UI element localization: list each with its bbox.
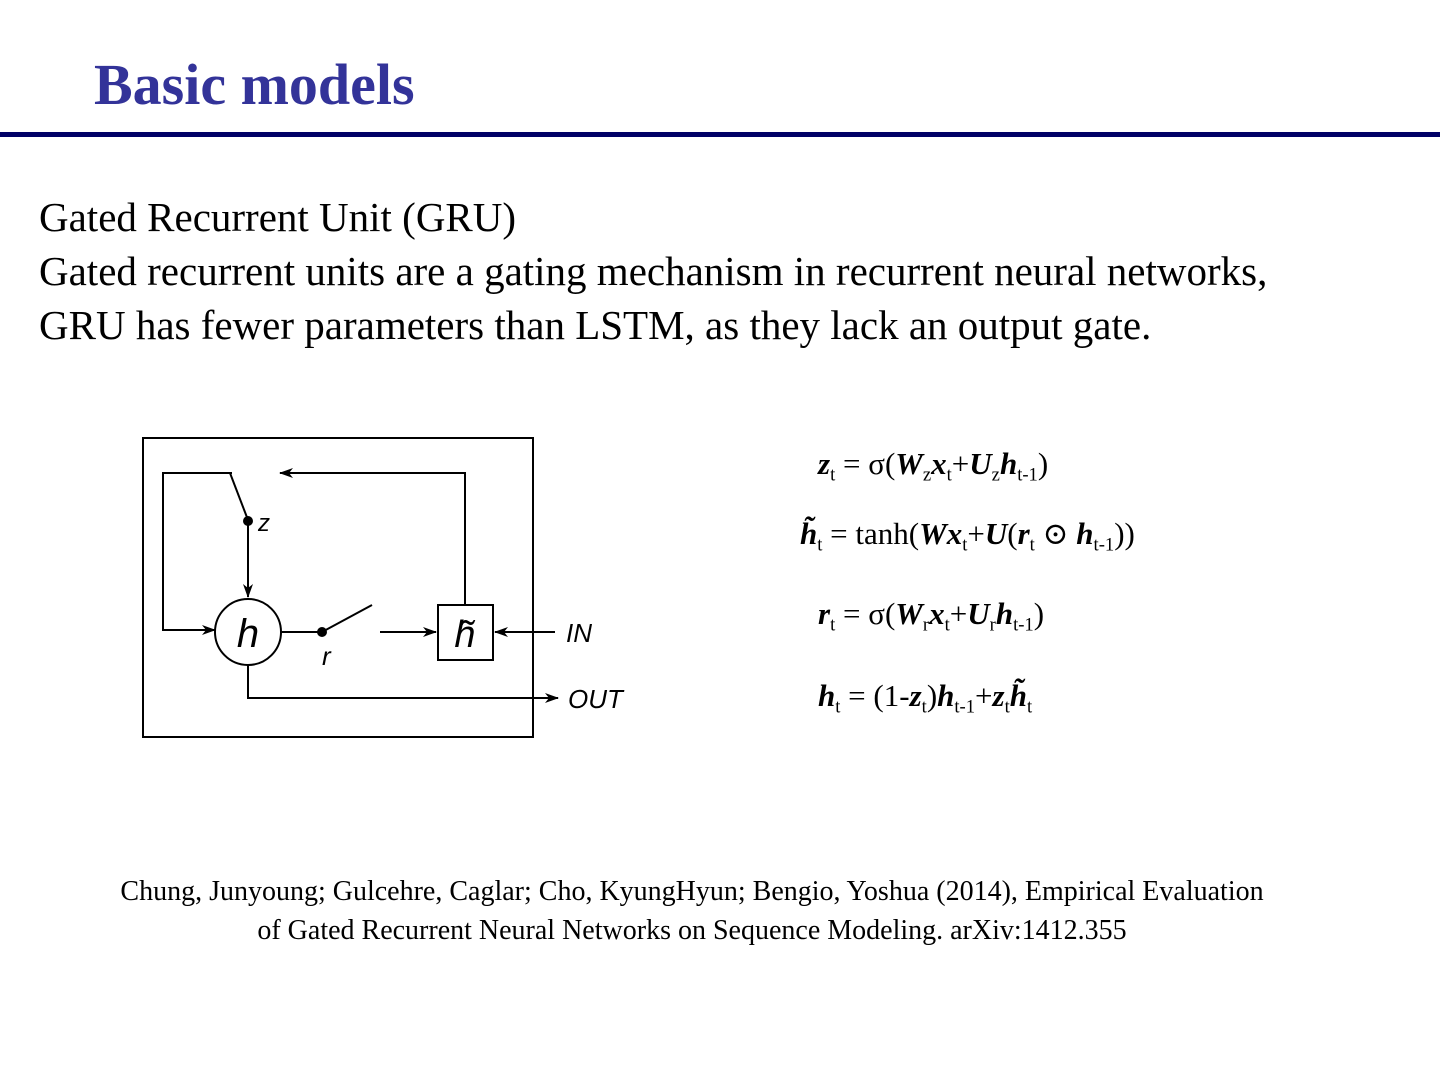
eq-ht-lhs: h̃	[800, 516, 818, 551]
eq-h-h: h	[937, 678, 955, 713]
eq-r-u: U	[967, 596, 990, 631]
eq-h-z2: z	[992, 678, 1005, 713]
citation-line-1: Chung, Junyoung; Gulcehre, Caglar; Cho, KyungHyun; Bengio, Yoshua (2014), Empirical Evaluation	[120, 876, 1264, 907]
eq-ht-h: h	[1076, 516, 1094, 551]
gate-z-label: z	[258, 510, 270, 537]
eq-ht-w: W	[919, 516, 947, 551]
eq-z-w: W	[895, 446, 923, 481]
gate-r-label: r	[322, 641, 331, 671]
eq-h-eq: = (1-	[840, 678, 910, 713]
eq-h-plus: +	[975, 678, 993, 713]
eq-z-u-sub: z	[991, 464, 1000, 486]
eq-z-lhs-sub: t	[830, 464, 836, 486]
eq-z-x-sub: t	[946, 464, 952, 486]
eq-h-mid: )	[926, 678, 938, 713]
eq-ht-eq: = tanh(	[822, 516, 920, 551]
eq-h-h-sub: t-1	[954, 696, 976, 718]
candidate-feedback-line	[280, 473, 465, 605]
eq-r-h: h	[995, 596, 1014, 631]
eq-r-u-sub: r	[989, 614, 996, 636]
eq-z-h-sub: t-1	[1017, 464, 1038, 486]
eq-z-lhs: z	[818, 446, 831, 481]
section-heading: Gated Recurrent Unit (GRU)	[39, 194, 517, 240]
diagram-frame	[143, 438, 533, 737]
equation-hidden-state	[818, 680, 1032, 717]
equation-update-gate	[818, 448, 1048, 485]
output-arrow	[248, 665, 558, 698]
eq-ht-x-sub: t	[962, 534, 968, 556]
eq-r-lhs: r	[818, 596, 831, 631]
eq-h-lhs: h	[818, 678, 836, 713]
eq-r-lhs-sub: t	[830, 614, 836, 636]
state-h-label: h	[236, 612, 260, 656]
title-divider	[0, 132, 1440, 137]
eq-h-z: z	[909, 678, 922, 713]
z-switch-arm	[230, 473, 248, 520]
eq-z-x: x	[931, 446, 947, 481]
eq-r-plus: +	[949, 596, 968, 631]
eq-h-lhs-sub: t	[835, 696, 841, 718]
eq-z-w-sub: z	[922, 464, 932, 486]
eq-r-close: )	[1033, 596, 1045, 631]
input-label: IN	[566, 618, 592, 648]
equation-reset-gate	[818, 598, 1044, 635]
equation-candidate	[800, 518, 1135, 555]
description-line-1: Gated recurrent units are a gating mechanism in recurrent neural networks,	[39, 248, 1268, 294]
eq-ht-lhs-sub: t	[817, 534, 823, 556]
eq-ht-x: x	[946, 516, 963, 551]
eq-z-close: )	[1037, 446, 1049, 481]
gru-diagram	[130, 425, 650, 755]
eq-r-w: W	[895, 596, 923, 631]
eq-r-h-sub: t-1	[1013, 614, 1034, 636]
eq-h-z2-sub: t	[1004, 696, 1010, 718]
eq-h-z-sub: t	[921, 696, 927, 718]
r-switch-arm	[322, 605, 372, 632]
citation-line-2: of Gated Recurrent Neural Networks on Sequence Modeling. arXiv:1412.355	[257, 915, 1127, 946]
eq-ht-open: (	[1007, 516, 1018, 551]
eq-r-x-sub: t	[944, 614, 950, 636]
eq-ht-h-sub: t-1	[1093, 534, 1115, 556]
eq-z-h: h	[999, 446, 1018, 481]
eq-ht-plus: +	[967, 516, 985, 551]
left-loop-top	[163, 473, 232, 630]
eq-ht-odot: ⊙	[1042, 516, 1069, 551]
eq-ht-close: ))	[1114, 516, 1135, 551]
eq-ht-u: U	[984, 516, 1008, 551]
eq-ht-r: r	[1017, 516, 1030, 551]
eq-ht-r-sub: t	[1029, 534, 1035, 556]
candidate-label: h̃	[454, 614, 476, 656]
eq-z-u: U	[969, 446, 992, 481]
output-label: OUT	[568, 684, 623, 714]
body-text	[39, 190, 1429, 352]
eq-h-ht: h̃	[1009, 678, 1028, 713]
eq-r-w-sub: r	[922, 614, 930, 636]
eq-r-eq: = σ(	[835, 596, 896, 631]
eq-h-ht-sub: t	[1027, 696, 1033, 718]
slide-title: Basic models	[94, 52, 415, 117]
description-line-2: GRU has fewer parameters than LSTM, as they lack an output gate.	[39, 302, 1152, 348]
eq-z-plus: +	[951, 446, 970, 481]
eq-r-x: x	[929, 596, 945, 631]
citation	[20, 872, 1364, 950]
eq-z-eq: = σ(	[835, 446, 896, 481]
